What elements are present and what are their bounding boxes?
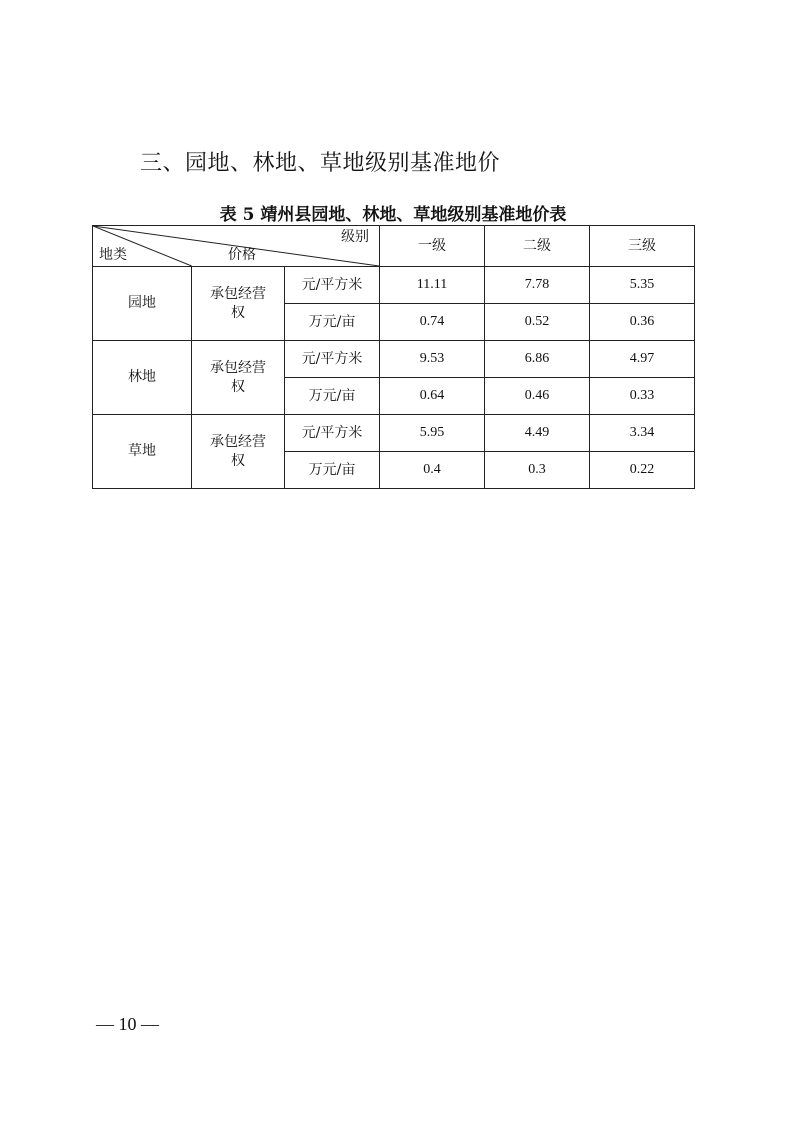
value-cell: 5.95 [380, 415, 485, 452]
table-row [93, 341, 695, 378]
unit-cell: 元/平方米 [285, 267, 380, 304]
value-cell: 9.53 [380, 341, 485, 378]
unit-cell: 万元/亩 [285, 378, 380, 415]
header-level-2: 二级 [485, 226, 590, 267]
table-row [93, 267, 695, 304]
category-cell: 草地 [93, 415, 192, 489]
table-caption: 表 5 靖州县园地、林地、草地级别基准地价表 [219, 205, 567, 225]
value-cell: 0.4 [380, 452, 485, 489]
value-cell: 4.49 [485, 415, 590, 452]
category-cell: 林地 [93, 341, 192, 415]
right-cell: 承包经营权 [192, 415, 285, 489]
header-category-label: 地类 [99, 247, 127, 264]
value-cell: 5.35 [590, 267, 695, 304]
right-cell: 承包经营权 [192, 267, 285, 341]
header-level-label: 级别 [341, 229, 370, 245]
value-cell: 11.11 [380, 267, 485, 304]
value-cell: 0.64 [380, 378, 485, 415]
value-cell: 0.3 [485, 452, 590, 489]
unit-cell: 万元/亩 [285, 452, 380, 489]
value-cell: 0.74 [380, 304, 485, 341]
header-level-1: 一级 [380, 226, 485, 267]
value-cell: 3.34 [590, 415, 695, 452]
unit-cell: 万元/亩 [285, 304, 380, 341]
value-cell: 0.36 [590, 304, 695, 341]
table-row [93, 415, 695, 452]
unit-cell: 元/平方米 [285, 415, 380, 452]
value-cell: 0.46 [485, 378, 590, 415]
land-price-table [92, 225, 695, 489]
table-header-row [93, 226, 695, 267]
page-number: — 10 — [96, 1014, 159, 1034]
section-heading: 三、园地、林地、草地级别基准地价 [140, 151, 501, 176]
value-cell: 0.52 [485, 304, 590, 341]
value-cell: 0.22 [590, 452, 695, 489]
value-cell: 0.33 [590, 378, 695, 415]
value-cell: 4.97 [590, 341, 695, 378]
header-level-3: 三级 [590, 226, 695, 267]
category-cell: 园地 [93, 267, 192, 341]
unit-cell: 元/平方米 [285, 341, 380, 378]
value-cell: 6.86 [485, 341, 590, 378]
diagonal-header-cell [93, 226, 380, 267]
header-price-label: 价格 [228, 247, 256, 264]
value-cell: 7.78 [485, 267, 590, 304]
right-cell: 承包经营权 [192, 341, 285, 415]
